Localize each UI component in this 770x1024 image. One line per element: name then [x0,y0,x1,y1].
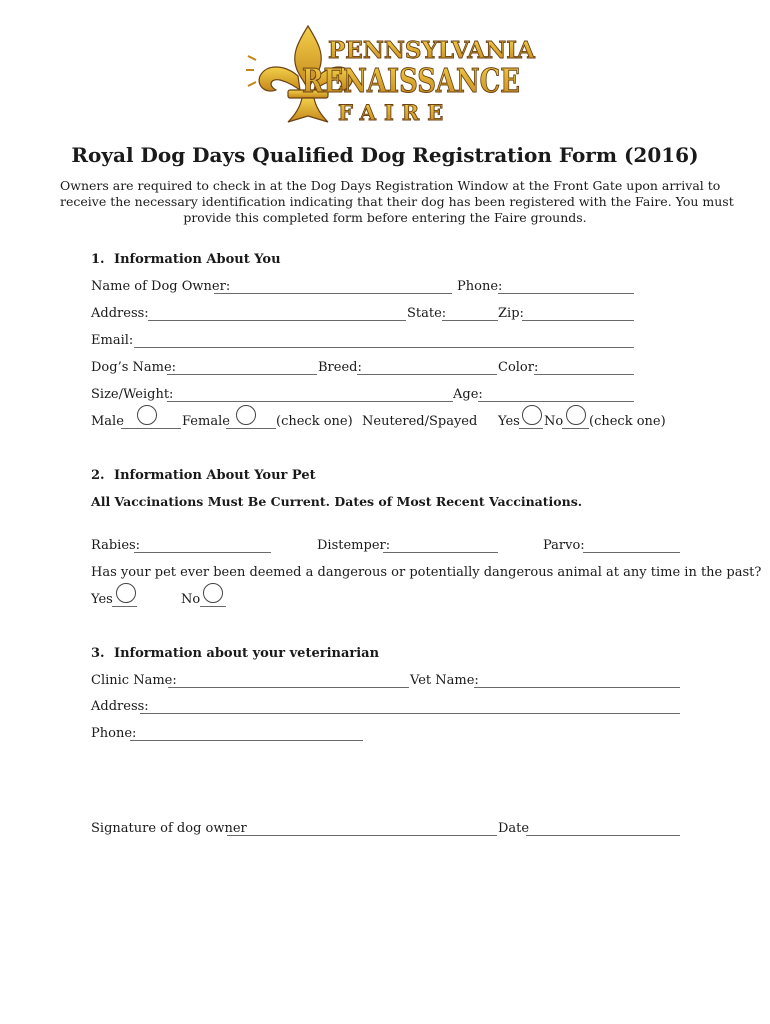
vet-phone-field[interactable] [130,740,363,741]
phone-field[interactable] [498,293,634,294]
neutered-yes-line [519,428,543,429]
intro-line-2: receive the necessary identification indicating that their dog has been registered with the Faire. You must [60,194,734,209]
color-field[interactable] [534,374,634,375]
female-checkbox[interactable] [236,405,256,425]
logo-line2: RENAISSANCE [302,61,520,100]
email-field[interactable] [134,347,634,348]
size-weight-label: Size/Weight: [91,387,174,402]
rabies-label: Rabies: [91,538,141,553]
logo-line3: FAIRE [338,100,452,125]
age-label: Age: [453,387,483,402]
vet-name-label: Vet Name: [410,673,479,688]
state-label: State: [407,306,447,321]
section-1-number: 1. [91,252,105,267]
signature-label: Signature of dog owner [91,821,247,836]
check-one-note-1: (check one) [276,414,353,429]
zip-field[interactable] [522,320,634,321]
rabies-date-field[interactable] [134,552,271,553]
dangerous-yes-checkbox[interactable] [116,583,136,603]
female-line [226,428,276,429]
date-field[interactable] [526,835,680,836]
section-1-heading [91,252,281,267]
dangerous-no-line [200,606,226,607]
vet-address-label: Address: [91,699,149,714]
owner-name-field[interactable] [214,293,452,294]
vet-name-field[interactable] [474,687,680,688]
state-field[interactable] [442,320,498,321]
neutered-no-line [562,428,589,429]
distemper-label: Distemper: [317,538,391,553]
neutered-spayed-label: Neutered/Spayed [362,414,478,429]
male-label: Male [91,414,124,429]
color-label: Color: [498,360,539,375]
section-3-heading [91,646,379,661]
breed-label: Breed: [318,360,362,375]
dog-name-label: Dog’s Name: [91,360,177,375]
section-1-title: Information About You [114,252,281,267]
vet-address-field[interactable] [140,713,680,714]
neutered-no-checkbox[interactable] [566,405,586,425]
address-label: Address: [91,306,149,321]
intro-line-1: Owners are required to check in at the Dog Days Registration Window at the Front Gate upon arrival to [60,178,721,193]
zip-label: Zip: [498,306,524,321]
phone-label: Phone: [457,279,503,294]
dog-name-field[interactable] [167,374,317,375]
dangerous-yes-line [112,606,137,607]
clinic-name-field[interactable] [168,687,409,688]
parvo-label: Parvo: [543,538,585,553]
dangerous-no-checkbox[interactable] [203,583,223,603]
dangerous-no-label: No [181,592,201,607]
neutered-yes-label: Yes [498,414,520,429]
size-weight-field[interactable] [167,401,453,402]
renaissance-faire-logo [248,20,535,128]
neutered-no-label: No [544,414,564,429]
section-2-heading [91,468,316,483]
clinic-name-label: Clinic Name: [91,673,177,688]
neutered-yes-checkbox[interactable] [522,405,542,425]
owner-name-label: Name of Dog Owner: [91,279,231,294]
section-3-number: 3. [91,646,105,661]
distemper-date-field[interactable] [383,552,498,553]
logo-line1: PENNSYLVANIA [328,37,535,64]
check-one-note-2: (check one) [589,414,666,429]
parvo-date-field[interactable] [583,552,680,553]
section-2-title: Information About Your Pet [114,468,316,483]
signature-field[interactable] [227,835,497,836]
male-checkbox[interactable] [137,405,157,425]
intro-line-3: provide this completed form before entering the Faire grounds. [183,210,587,225]
vaccinations-note: All Vaccinations Must Be Current. Dates of Most Recent Vaccinations. [91,494,583,509]
dangerous-question: Has your pet ever been deemed a dangerous or potentially dangerous animal at any time in the past? [91,565,762,580]
email-label: Email: [91,333,134,348]
breed-field[interactable] [357,374,497,375]
address-field[interactable] [148,320,406,321]
dangerous-yes-label: Yes [91,592,113,607]
section-2-number: 2. [91,468,105,483]
female-label: Female [182,414,230,429]
vet-phone-label: Phone: [91,726,137,741]
male-line [121,428,181,429]
form-title: Royal Dog Days Qualified Dog Registration Form (2016) [71,143,699,167]
section-3-title: Information about your veterinarian [114,646,380,661]
date-label: Date [498,821,530,836]
age-field[interactable] [478,401,634,402]
